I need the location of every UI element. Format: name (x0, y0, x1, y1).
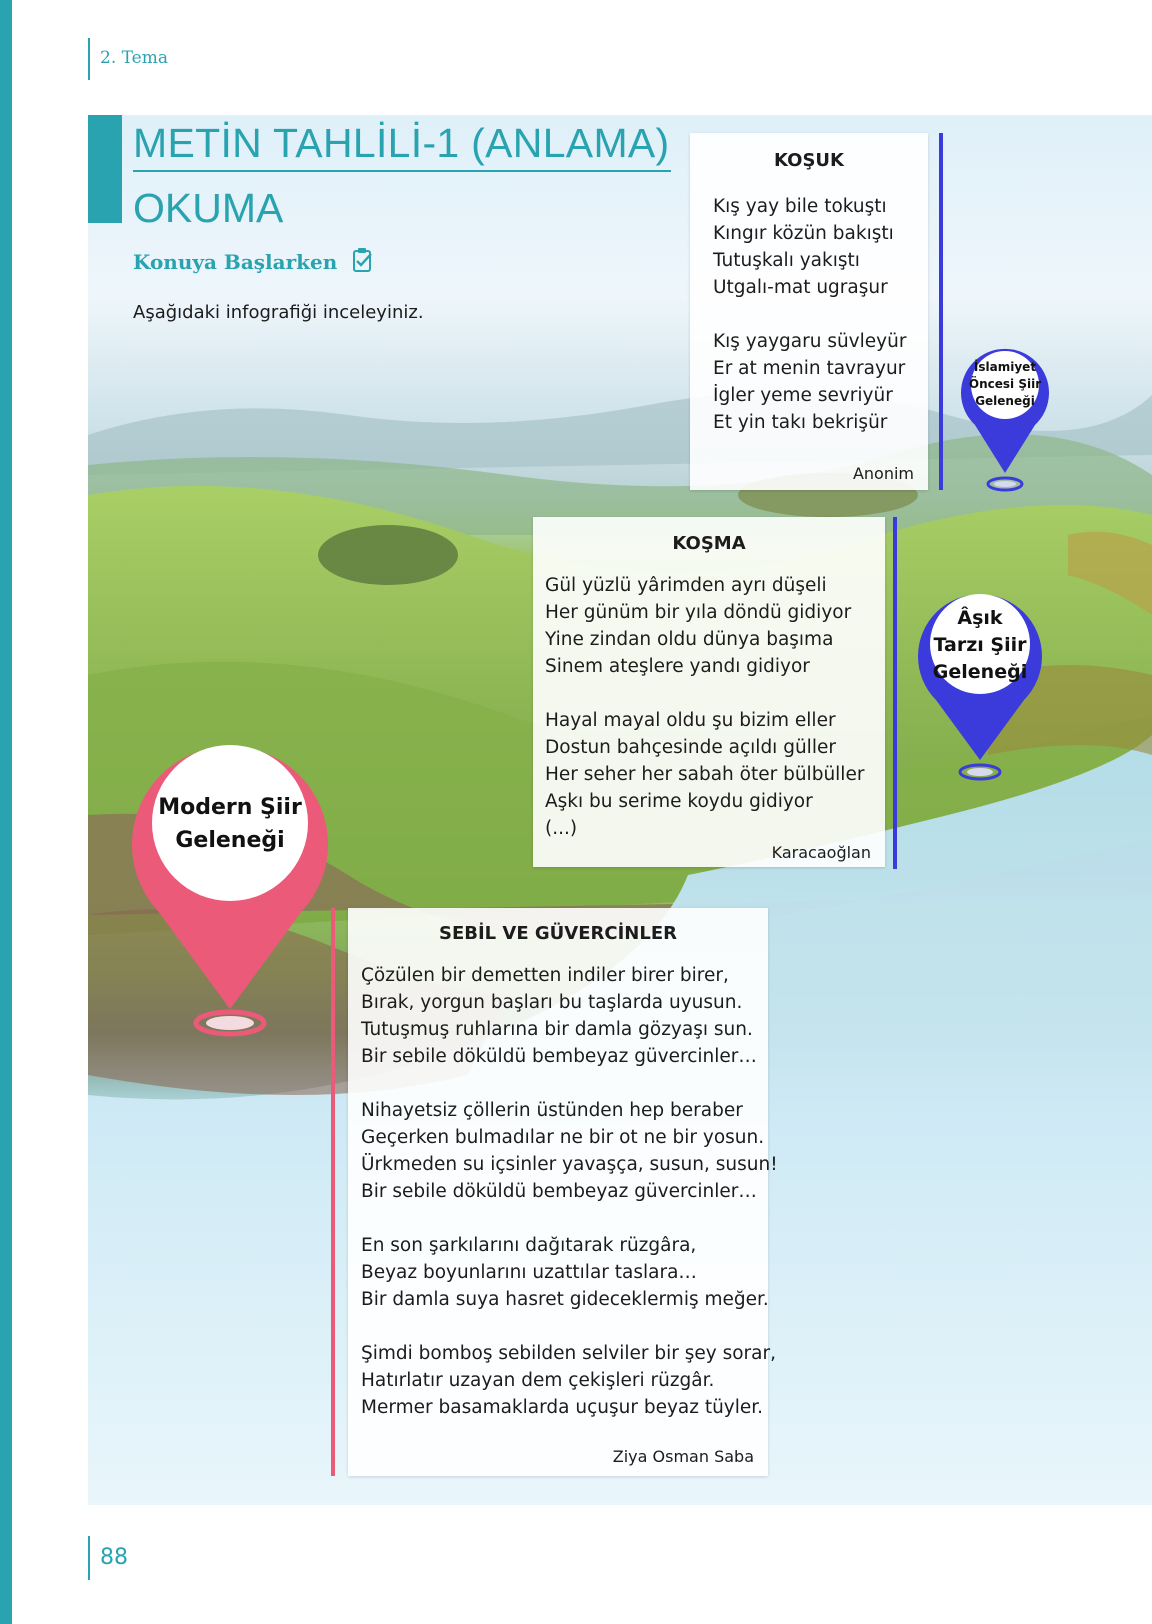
subtitle-text: Konuya Başlarken (133, 250, 338, 274)
page-number: 88 (100, 1545, 128, 1570)
modern-pin-line2: Geleneği (175, 828, 285, 853)
sebil-lines: Çözülen bir demetten indiler birer birer, Bırak, yorgun başları bu taşlarda uyusun. Tutuşmuş ruhlarına bir damla gözyaşı sun. Bir sebile döküldü bembeyaz güvercinler… Nihayetsiz çöllerin üstünden hep beraber Geçerken bulmadılar ne bir ot ne bir yosun. Ürkmeden su içsinler yavaşça, susun, susun! Bir sebile döküldü bembeyaz güvercinler… En son şarkılarını dağıtarak rüzgâra, Beyaz boyunlarını uzattılar taslara… Bir damla suya hasret gideceklermiş meğer. Şimdi bomboş sebilden selviler bir şey sorar, Hatırlatır uzayan dem çekişleri rüzgâr. Mermer basamaklarda uçuşur beyaz tüyler. (361, 965, 778, 1418)
header-rule (88, 38, 90, 80)
page-edge-stripe (0, 0, 12, 1624)
kosuk-title: KOŞUK (774, 150, 844, 171)
instruction-text: Aşağıdaki infografiği inceleyiniz. (133, 302, 424, 323)
islamiyet-pin-label (960, 359, 1050, 410)
sebil-card (348, 908, 778, 1476)
asik-pin-label (920, 605, 1040, 686)
asik-pin-line3: Geleneği (932, 661, 1028, 683)
modern-pin-label (140, 791, 320, 857)
kosma-card (533, 517, 885, 867)
islamiyet-pin-line1: İslamiyet (973, 360, 1037, 374)
kosuk-bar (939, 133, 943, 490)
kosuk-lines: Kış yay bile tokuştı Kıngır közün bakıştı Tutuşkalı yakıştı Utgalı-mat ugraşur Kış yaygaru süvleyür Er at menin tavrayur İgler yeme sevriyür Et yin takı bekrişür (713, 196, 907, 433)
kosma-bar (893, 517, 897, 869)
modern-pin (120, 713, 340, 1043)
asik-pin-line2: Tarzı Şiir (933, 634, 1027, 656)
footer-rule (88, 1536, 90, 1580)
page-title: METİN TAHLİLİ-1 (ANLAMA) (133, 120, 670, 166)
kosuk-card (690, 133, 928, 490)
sebil-title: SEBİL VE GÜVERCİNLER (439, 923, 677, 944)
islamiyet-pin-line2: Öncesi Şiir (968, 377, 1042, 391)
section-title: OKUMA (133, 185, 284, 231)
checklist-icon (352, 247, 374, 273)
kosma-author: Karacaoğlan (771, 843, 871, 862)
islamiyet-pin (955, 333, 1055, 493)
kosuk-author: Anonim (852, 464, 914, 483)
kosma-title: KOŞMA (672, 533, 746, 554)
sebil-author: Ziya Osman Saba (612, 1447, 754, 1466)
subtitle (133, 247, 374, 274)
kosma-lines: Gül yüzlü yârimden ayrı düşeli Her günüm bir yıla döndü gidiyor Yine zindan oldu dünya başıma Sinem ateşlere yandı gidiyor Hayal mayal oldu şu bizim eller Dostun bahçesinde açıldı güller Her seher her sabah öter bülbüller Aşkı bu serime koydu gidiyor (...) (545, 575, 865, 839)
islamiyet-pin-line3: Geleneği (975, 394, 1035, 408)
title-underline (133, 170, 671, 172)
title-accent-bar (88, 115, 122, 223)
modern-pin-line1: Modern Şiir (158, 795, 302, 820)
asik-pin-line1: Âşık (957, 607, 1003, 629)
header-theme: 2. Tema (100, 48, 168, 68)
